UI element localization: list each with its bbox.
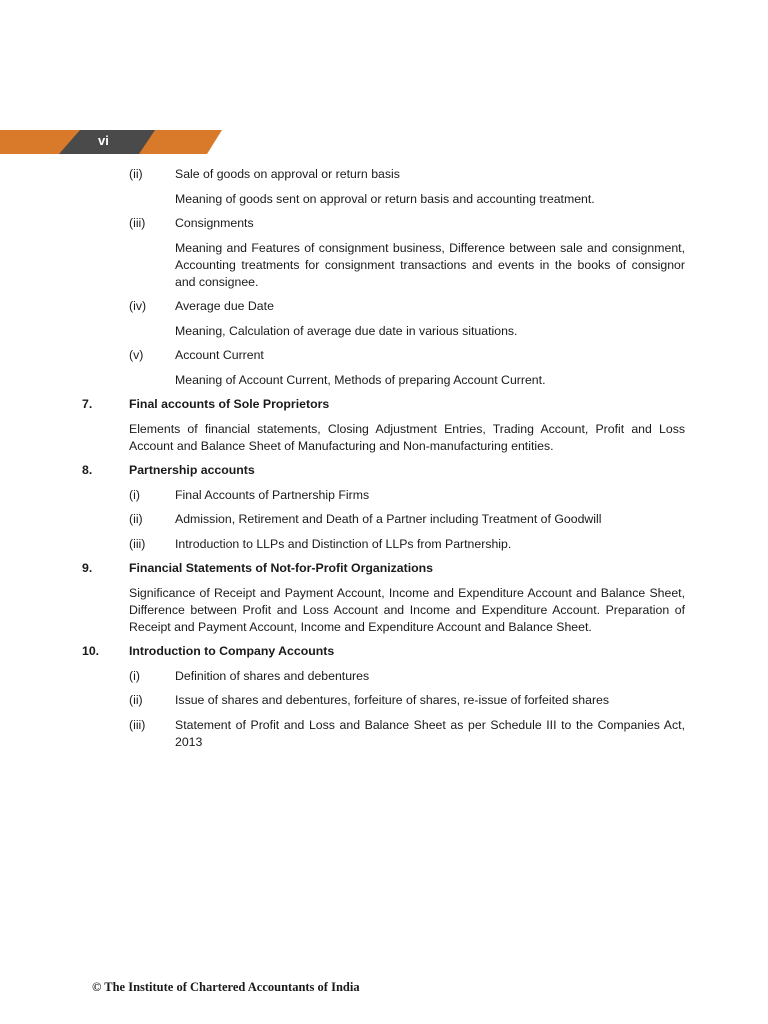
- subitem-title: Consignments: [175, 216, 254, 230]
- section-title: Financial Statements of Not-for-Profit Organizations: [129, 561, 434, 575]
- subitem-title: Sale of goods on approval or return basis: [175, 167, 400, 181]
- section-title: Final accounts of Sole Proprietors: [129, 397, 330, 411]
- subitem-title: Introduction to LLPs and Distinction of LLPs from Partnership.: [175, 536, 512, 551]
- subitem-title: Final Accounts of Partnership Firms: [175, 487, 370, 502]
- section-description: Significance of Receipt and Payment Account, Income and Expenditure Account and Balance Sheet, Difference between Profit and Loss Account and Income and Expenditure Account. Preparation of Receipt and Payment Account, Income and Expenditure Account and Balance Sheet.: [129, 585, 685, 634]
- section-heading: [0, 560, 768, 577]
- subitem-row: [0, 487, 768, 504]
- subitem-number: (iii): [129, 717, 146, 732]
- section-description: Elements of financial statements, Closing Adjustment Entries, Trading Account, Profit and Loss Account and Balance Sheet of Manufacturing and Non-manufacturing entities.: [129, 421, 685, 453]
- subitem-number: (iv): [129, 299, 147, 313]
- section-heading: [0, 643, 768, 660]
- subitem-row: [0, 692, 768, 709]
- subitem-row: [0, 298, 768, 315]
- page-number: vi: [98, 133, 109, 148]
- subitem-row: [0, 215, 768, 232]
- subitem-description: Meaning of goods sent on approval or return basis and accounting treatment.: [175, 191, 595, 206]
- section-title: Partnership accounts: [129, 463, 255, 477]
- subitem-number: (ii): [129, 512, 143, 526]
- section-title: Introduction to Company Accounts: [129, 644, 335, 658]
- subitem-number: (iii): [129, 216, 146, 230]
- subitem-title: Account Current: [175, 348, 264, 362]
- subitem-description: Meaning and Features of consignment business, Difference between sale and consignment, Accounting treatments for consignment transactions and events in the books of consignor and consignee.: [175, 240, 685, 289]
- subitem-row: [0, 511, 768, 528]
- subitem-title: Statement of Profit and Loss and Balance Sheet as per Schedule III to the Companies Act, 2013: [175, 717, 685, 749]
- subitem-title: Admission, Retirement and Death of a Partner including Treatment of Goodwill: [175, 512, 602, 526]
- section-number: 9.: [82, 561, 93, 575]
- subitem-title: Definition of shares and debentures: [175, 668, 370, 683]
- subitem-row: [0, 668, 768, 685]
- subitem-number: (v): [129, 348, 144, 362]
- section-number: 7.: [82, 397, 93, 411]
- subitem-row: [0, 717, 768, 751]
- section-heading: [0, 462, 768, 479]
- section-number: 8.: [82, 463, 93, 477]
- subitem-title: Issue of shares and debentures, forfeiture of shares, re-issue of forfeited shares: [175, 693, 610, 707]
- subitem-description: Meaning, Calculation of average due date in various situations.: [175, 323, 518, 338]
- syllabus-content: [0, 166, 768, 758]
- subitem-number: (ii): [129, 167, 143, 181]
- subitem-description: Meaning of Account Current, Methods of preparing Account Current.: [175, 372, 546, 387]
- subitem-title: Average due Date: [175, 299, 274, 313]
- subitem-row: [0, 347, 768, 364]
- section-number: 10.: [82, 644, 100, 658]
- subitem-row: [0, 536, 768, 553]
- subitem-number: (i): [129, 487, 140, 502]
- section-heading: [0, 396, 768, 413]
- subitem-number: (iii): [129, 536, 146, 551]
- subitem-number: (i): [129, 668, 140, 683]
- subitem-row: [0, 166, 768, 183]
- copyright-footer: © The Institute of Chartered Accountants of India: [92, 980, 360, 994]
- subitem-number: (ii): [129, 693, 143, 707]
